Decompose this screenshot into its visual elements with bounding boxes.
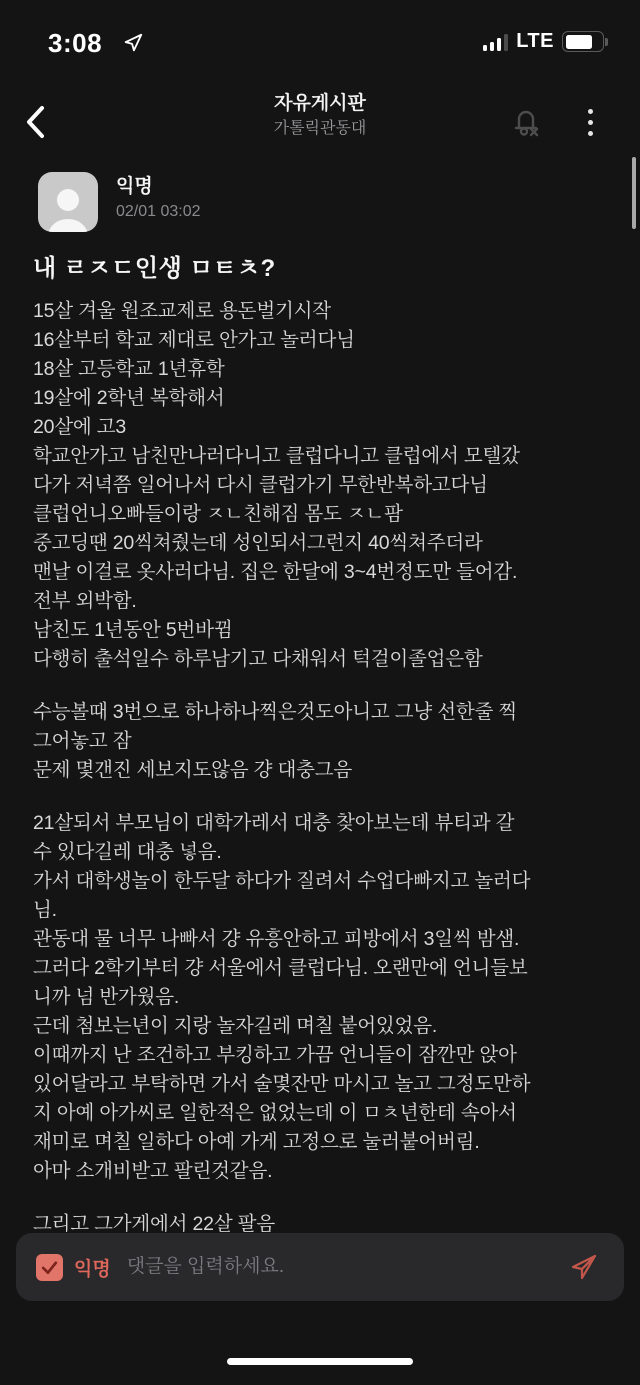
post-body-line: [33, 785, 619, 809]
school-name: 가톨릭관동대: [273, 120, 367, 137]
post-body-line: 지 아예 아가씨로 일한적은 없었는데 이 ㅁㅊ년한테 속아서: [33, 1102, 517, 1124]
post-header: [38, 172, 201, 232]
post-body-line: 16살부터 학교 제대로 안가고 놀러다님: [33, 329, 355, 351]
checkmark-icon: [40, 1258, 59, 1277]
post-body-line: 님.: [33, 899, 57, 921]
nav-bar: [0, 86, 640, 158]
battery-icon: [562, 31, 604, 52]
post-body-line: 이때까지 난 조건하고 부킹하고 가끔 언니들이 잠깐만 앉아: [33, 1044, 517, 1066]
location-arrow-icon: [122, 32, 144, 59]
post-body-line: 다행히 출석일수 하루남기고 다채워서 턱걸이졸업은함: [33, 648, 483, 670]
post-body-line: 근데 첨보는년이 지랑 놀자길레 며칠 붙어있었음.: [33, 1015, 438, 1037]
post-body-line: 19살에 2학년 복학해서: [33, 387, 225, 409]
status-bar: [0, 0, 640, 70]
back-button[interactable]: [14, 100, 58, 144]
avatar: [38, 172, 98, 232]
post-body-line: 남친도 1년동안 5번바뀜: [33, 619, 233, 641]
post-body-line: 그리고 그가게에서 22살 팔음: [33, 1213, 275, 1232]
post-author: 익명: [116, 176, 153, 197]
post-body-line: 수능볼때 3번으로 하나하나찍은것도아니고 그냥 선한줄 찍: [33, 701, 518, 723]
post-timestamp: 02/01 03:02: [116, 203, 201, 220]
post-title: 내 ㄹㅈㄷ인생 ㅁㅌㅊ?: [33, 255, 276, 282]
post-body-line: 클럽언니오빠들이랑 ㅈㄴ친해짐 몸도 ㅈㄴ팜: [33, 503, 403, 525]
post-body-line: [33, 674, 619, 698]
post-body-line: 가서 대학생놀이 한두달 하다가 질려서 수업다빠지고 놀러다: [33, 870, 531, 892]
paper-plane-icon: [568, 1251, 600, 1283]
status-right-cluster: [483, 30, 604, 53]
signal-strength-icon: [483, 33, 509, 51]
scrollbar-thumb[interactable]: [632, 157, 636, 229]
send-comment-button[interactable]: [564, 1247, 604, 1287]
board-title: 자유게시판: [274, 93, 366, 114]
comment-bar: [16, 1233, 624, 1301]
post-body-line: 그어놓고 잠: [33, 730, 132, 752]
home-indicator[interactable]: [227, 1358, 413, 1365]
notification-off-button[interactable]: [504, 100, 548, 144]
post-body-line: 20살에 고3: [33, 416, 127, 438]
post-body-line: 다가 저녁쯤 일어나서 다시 클럽가기 무한반복하고다님: [33, 474, 488, 496]
status-time: 3:08: [48, 28, 103, 58]
bell-off-icon: [508, 104, 544, 140]
more-options-button[interactable]: [570, 100, 610, 144]
post-body-line: 중고딩땐 20씩쳐줬는데 성인되서그런지 40씩쳐주더라: [33, 532, 483, 554]
post-body-line: 수 있다길레 대충 넣음.: [33, 841, 222, 863]
chevron-left-icon: [23, 105, 49, 139]
post-body-line: 18살 고등학교 1년휴학: [33, 358, 225, 380]
post-body-line: 맨날 이걸로 옷사러다님. 집은 한달에 3~4번정도만 들어감.: [33, 561, 518, 583]
post-body-line: [33, 1186, 619, 1210]
kebab-icon: [588, 109, 593, 136]
board-heading: [120, 90, 520, 140]
post-body-line: 재미로 며칠 일하다 아예 가게 고정으로 눌러붙어버림.: [33, 1131, 480, 1153]
post-body-line: 있어달라고 부탁하면 가서 술몇잔만 마시고 놀고 그정도만하: [33, 1073, 531, 1095]
network-type-label: LTE: [516, 30, 554, 52]
post-body-line: 문제 몇갠진 세보지도않음 걍 대충그음: [33, 759, 353, 781]
post-body-line: 아마 소개비받고 팔린것같음.: [33, 1160, 273, 1182]
post-body: [33, 297, 619, 1232]
post-body-line: 학교안가고 남친만나러다니고 클럽다니고 클럽에서 모텔갔: [33, 445, 520, 467]
post-body-line: 전부 외박함.: [33, 590, 137, 612]
post-body-line: 관동대 물 너무 나빠서 걍 유흥안하고 피방에서 3일씩 밤샘.: [33, 928, 520, 950]
anonymous-label: 익명: [74, 1258, 111, 1280]
anonymous-checkbox[interactable]: [36, 1254, 63, 1281]
post-body-line: 그러다 2학기부터 걍 서울에서 클럽다님. 오랜만에 언니들보: [33, 957, 528, 979]
comment-input[interactable]: [127, 1256, 564, 1278]
post-body-line: 니까 넘 반가웠음.: [33, 986, 180, 1008]
post-body-line: 21살되서 부모님이 대학가레서 대충 찾아보는데 뷰티과 갈: [33, 812, 515, 834]
person-icon: [38, 178, 98, 232]
post-body-line: 15살 겨울 원조교제로 용돈벌기시작: [33, 300, 331, 322]
